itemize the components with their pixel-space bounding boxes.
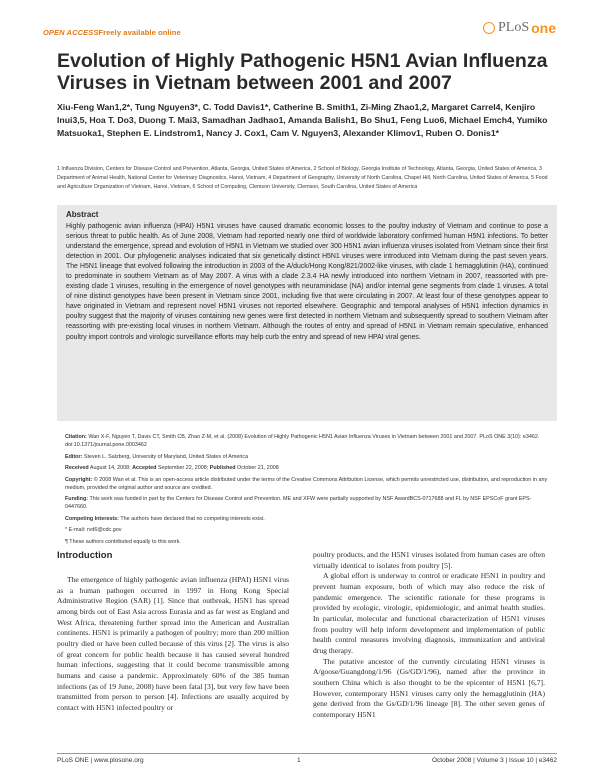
copyright-text: © 2008 Wan et al. This is an open-access article distributed under the terms of the Creative Commons Attribution License, which permits unrestricted use, distribution, and reproduction in any medium, provided the original author and source are credited.	[65, 476, 548, 491]
copyright	[65, 476, 549, 492]
free-online-label: Freely available online	[98, 27, 181, 37]
footer-divider	[57, 753, 557, 754]
accepted-label: Accepted	[132, 465, 157, 471]
citation	[65, 433, 549, 449]
editor	[65, 453, 549, 461]
open-access-label: OPEN ACCESS	[43, 27, 99, 37]
editor-label: Editor:	[65, 453, 83, 460]
article-metadata	[65, 433, 549, 549]
paragraph: The putative ancestor of the currently circulating H5N1 viruses is A/goose/Guangdong/1/96 (Gs/GD/1/96), named after the province in southern China which is also thought to be the epicenter of H5N1 [6,7]. However, contemporary H5N1 viruses carry only the hemagglutinin (HA) gene derived from the Gs/GD/1/96 lineage [8]. The other seven genes of contemporary H5N1	[313, 656, 545, 719]
received-text: August 14, 2008;	[88, 465, 133, 471]
dates	[65, 464, 549, 472]
accepted-text: September 22, 2008;	[156, 465, 210, 471]
copyright-label: Copyright:	[65, 476, 93, 483]
abstract-heading: Abstract	[66, 210, 99, 219]
article-title: Evolution of Highly Pathogenic H5N1 Avian Influenza Viruses in Vietnam between 2001 and 2007	[57, 50, 548, 94]
funding-text: This work was funded in part by the Centers for Disease Control and Prevention. ME and XFW were partially supported by NSF AwardBCS-0717688 and FL by NSF EPSCoF grant EPS-0447660.	[65, 496, 532, 510]
competing-label: Competing Interests:	[65, 515, 119, 522]
plos-one-logo	[483, 20, 556, 36]
logo-plos-text: PLoS	[497, 20, 530, 35]
email-link[interactable]: * E-mail: rvd6@cdc.gov	[65, 527, 122, 533]
abstract-box	[57, 205, 557, 421]
open-access-banner	[43, 26, 181, 38]
editor-text: Steven L. Salzberg, University of Maryland, United States of America	[82, 453, 249, 460]
footer-issue: October 2008 | Volume 3 | Issue 10 | e3462	[431, 757, 557, 764]
citation-label: Citation:	[65, 434, 87, 440]
body-column-left	[57, 575, 289, 714]
body-column-right	[313, 550, 545, 721]
funding	[65, 495, 549, 511]
introduction-heading: Introduction	[57, 550, 113, 561]
competing-interests	[65, 515, 549, 523]
paragraph: A global effort is underway to control or eradicate H5N1 in poultry and prevent human exposure, both of which may also reduce the risk of pandemic emergence. The scientific rationale for these programs is provided by ecologic, virologic, epidemiologic, and animal health studies. In particular, molecular and functional characterization of H5N1 viruses from poultry will help inform development and implementation of public health control measures involving diagnosis, immunization and antiviral drug therapy.	[313, 571, 545, 655]
plos-logo-icon	[483, 22, 495, 34]
paragraph: The emergence of highly pathogenic avian influenza (HPAI) H5N1 virus as a human pathogen occurred in 1997 in Hong Kong Special Administrative Region (SAR) [1]. Since that outbreak, H5N1 has spread among birds out of East Asia across Eurasia and as far west as England and West Africa, threatening further spread into the American and Australian continents. H5N1 is primarily a pathogen of poultry; more than 200 million poultry died or have been culled because of this virus [2]. The virus is also of great concern for public health because it has caused several hundred human infections, suggesting that it could become transmissible among humans and cause a pandemic. Approximately 60% of the 385 human infections (as of 19 June, 2008) have been fatal [3], but very few have been transmitted from person to person [4]. Infections are usually acquired by contact with H5N1 infected poultry or	[57, 575, 289, 712]
paragraph: poultry products, and the H5N1 viruses isolated from human cases are often virtually identical to isolates from poultry [5].	[313, 550, 545, 570]
funding-label: Funding:	[65, 496, 89, 502]
citation-text: Wan X-F, Nguyen T, Davis CT, Smith CB, Zhao Z-M, et al. (2008) Evolution of Highly Pathogenic H5N1 Avian Influenza Viruses in Vietnam between 2001 and 2007. PLoS ONE 3(10): e3462. doi:10.1371/journal.pone.0003462	[65, 434, 540, 448]
footer-journal[interactable]: PLoS ONE | www.plosone.org	[57, 757, 144, 764]
page-number: 1	[297, 757, 301, 764]
published-text: October 21, 2008	[235, 465, 279, 471]
published-label: Published	[209, 465, 236, 471]
competing-text: The authors have declared that no competing interests exist.	[118, 515, 265, 522]
equal-contribution-note: ¶ These authors contributed equally to this work.	[65, 538, 181, 545]
abstract-text: Highly pathogenic avian influenza (HPAI) H5N1 viruses have caused dramatic economic losses to the poultry industry of Vietnam and continue to pose a serious threat to public health. As of June 2008, Vietnam had reported nearly one third of worldwide laboratory confirmed human H5N1 infections. To better understand the emergence, spread and evolution of H5N1 in Vietnam we studied over 300 H5N1 avian influenza viruses isolated from Vietnam since their first detection in 2001. Our phylogenetic analyses indicated that six genetically distinct H5N1 viruses were introduced into Vietnam during the past seven years. The H5N1 lineage that evolved following the introduction in 2003 of the A/duck/Hong Kong/821/2002-like viruses, with clade 1 hemagglutinin (HA), continued to predominate in southern Vietnam as of May 2007. A virus with a clade 2.3.4 HA newly introduced into northern Vietnam in 2007, reassorted with pre-existing clade 1 viruses, resulting in the emergence of novel genotypes with neuraminidase (NA) and/or internal gene segments from clade 1 viruses. A total of nine distinct genotypes have been present in Vietnam since 2001, including five that were circulating in 2007. At least four of these genotypes appear to have originated in Vietnam and represent novel H5N1 viruses not reported elsewhere. Geographic and temporal analyses of H5N1 infection dynamics in poultry suggest that the majority of viruses containing new genes were first detected in northern Vietnam and subsequently spread to southern Vietnam after reassorting with pre-existing local viruses in northern Vietnam. Although the routes of entry and spread of H5N1 in Vietnam remain speculative, enhanced poultry import controls and virologic surveillance efforts may help curb the entry and spread of new HPAI viral genes.	[66, 223, 548, 341]
received-label: Received	[65, 465, 89, 471]
affiliations: 1 Influenza Division, Centers for Disease Control and Prevention, Atlanta, Georgia, United States of America, 2 School of Biology, Georgia Institute of Technology, Atlanta, Georgia, United States of America, 3 Department of Animal Health, National Center for Veterinary Diagnostics, Hanoi, Vietnam, 4 Department of Geography, University of North Carolina, Chapel Hill, North Carolina, United States of America, 5 Food and Agriculture Organization of Vietnam, Hanoi, Vietnam, 6 School of Computing, Clemson University, Clemson, South Carolina, United States of America	[57, 166, 548, 190]
logo-one-text: one	[531, 20, 556, 36]
author-list: Xiu-Feng Wan1,2*, Tung Nguyen3*, C. Todd Davis1*, Catherine B. Smith1, Zi-Ming Zhao1,2, Margaret Carrel4, Kenjiro Inui3,5, Hoa T. Do3, Duong T. Mai3, Samadhan Jadhao1, Amanda Balish1, Bo Shu1, Feng Luo6, Michael Emch4, Yumiko Matsuoka1, Stephen E. Lindstrom1, Nancy J. Cox1, Cam V. Nguyen3, Alexander Klimov1, Ruben O. Donis1*	[57, 102, 548, 138]
